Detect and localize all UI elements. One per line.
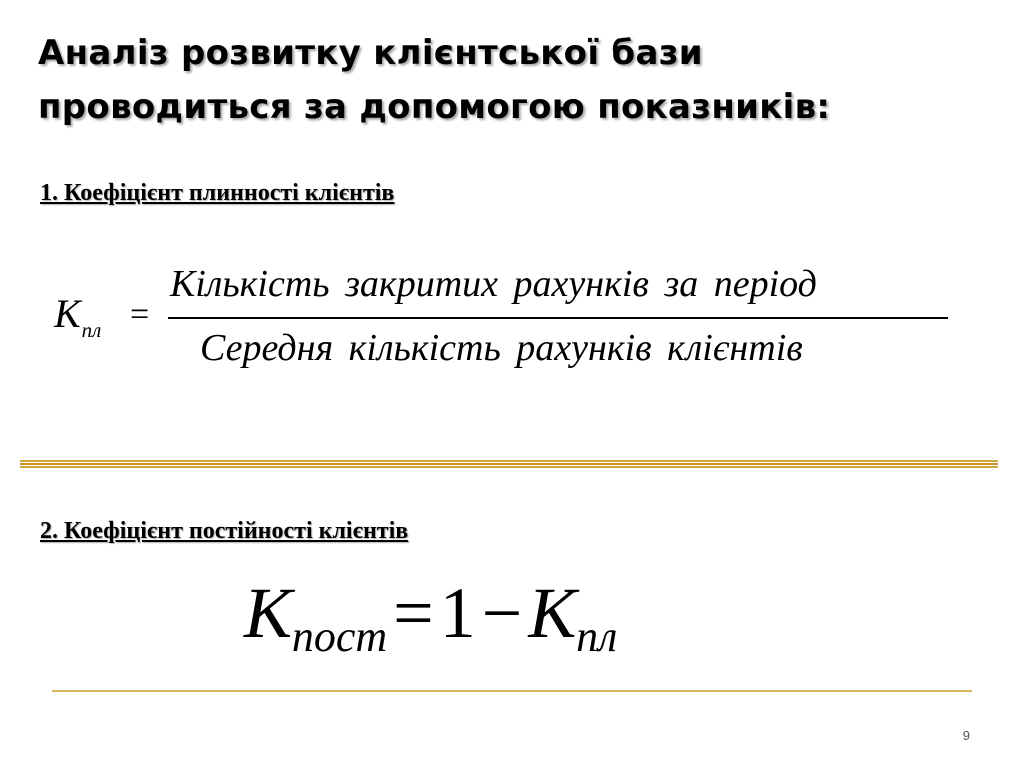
- formula-lhs-symbol: К: [54, 291, 81, 336]
- formula-constancy-coefficient: [244, 572, 764, 682]
- formula-lhs-subscript: пл: [81, 318, 102, 342]
- section-heading-outflow: 1. Коефіцієнт плинності клієнтів: [40, 180, 395, 206]
- formula-denominator: Середня кількість рахунків клієнтів: [200, 327, 803, 369]
- formula-outflow-coefficient: [54, 258, 954, 378]
- section-divider: [20, 460, 998, 468]
- formula-lhs: [54, 290, 102, 342]
- slide-title: [38, 26, 1008, 134]
- title-line-1: Аналіз розвитку клієнтської бази: [38, 33, 703, 73]
- formula-numerator: Кількість закритих рахунків за період: [170, 263, 817, 305]
- footer-line: [52, 690, 972, 692]
- fraction-bar: [168, 317, 948, 319]
- formula2-rhs-subscript: пл: [576, 612, 618, 661]
- formula2-one: 1: [439, 573, 476, 653]
- formula2-equals: =: [393, 573, 434, 653]
- formula2-minus: −: [481, 573, 523, 653]
- section-heading-constancy: 2. Коефіцієнт постійності клієнтів: [40, 518, 409, 544]
- formula-equals: =: [130, 296, 150, 333]
- formula2-lhs-subscript: пост: [291, 612, 388, 661]
- title-line-2: проводиться за допомогою показників:: [38, 87, 831, 127]
- formula2-rhs-symbol: К: [528, 573, 577, 653]
- page-number: 9: [962, 728, 970, 743]
- formula2-lhs-symbol: К: [244, 573, 292, 653]
